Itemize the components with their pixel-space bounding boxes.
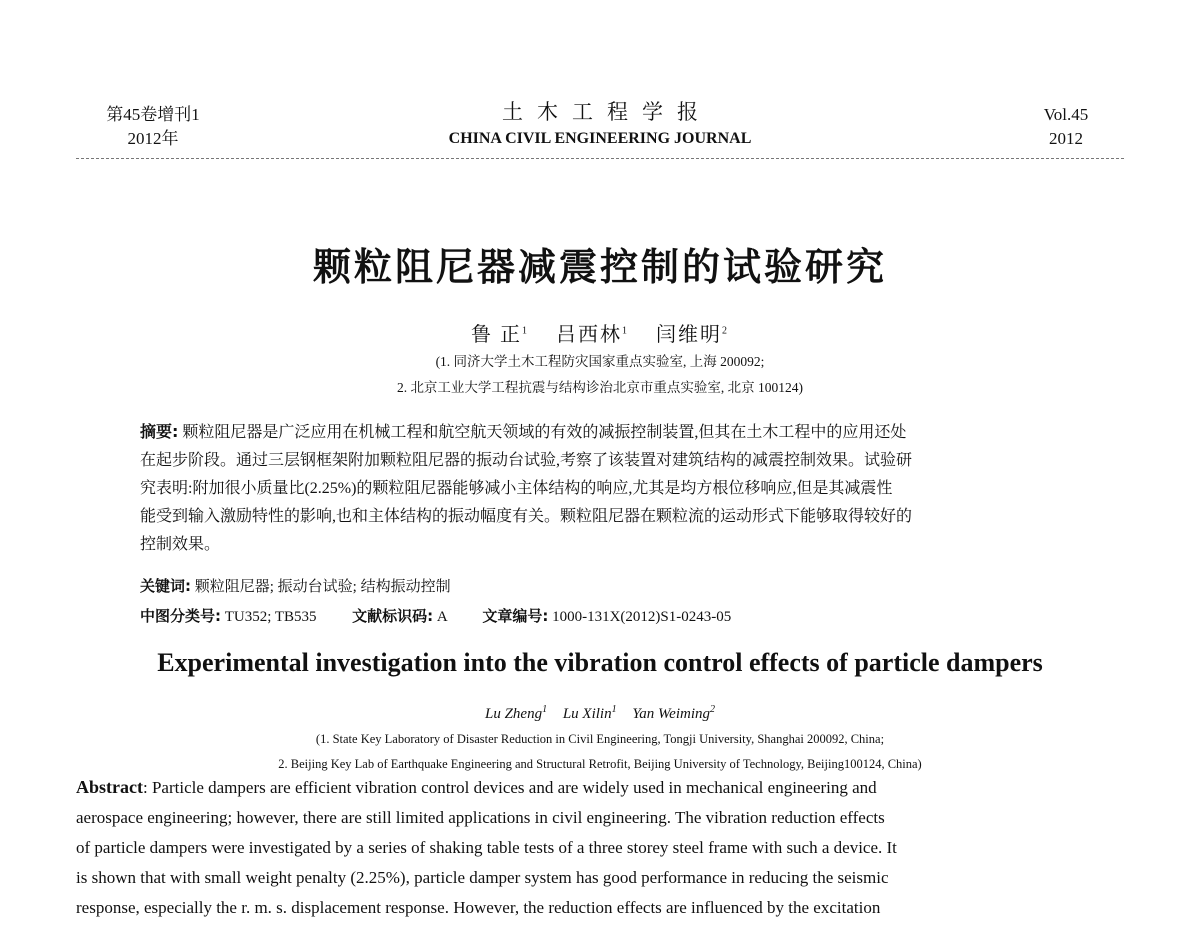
- abstract-en-label: Abstract: [76, 777, 143, 797]
- author-en: Yan Weiming$^2$: [632, 704, 716, 722]
- clc-value: TU352; TB535: [224, 609, 317, 625]
- doc-code-value: A: [436, 609, 447, 625]
- abstract-en-line: of particle dampers were investigated by a series of shaking table tests of a three storey steel frame with such a device. It: [76, 838, 897, 857]
- volume-info-en: [1036, 103, 1096, 151]
- abstract-cn-label: 摘要:: [140, 422, 179, 441]
- article-number-value: 1000-131X(2012)S1-0243-05: [552, 609, 732, 625]
- abstract-cn-line: 在起步阶段。通过三层钢框架附加颗粒阻尼器的振动台试验,考察了该装置对建筑结构的减震控制效果。试验研: [140, 452, 913, 469]
- journal-name-cn: 土木工程学报: [502, 100, 712, 124]
- affiliation-en-2: 2. Beijing Key Lab of Earthquake Engineering and Structural Retrofit, Beijing University of Technology, Beijing100124, China): [278, 757, 922, 771]
- classification-line: [140, 606, 1060, 627]
- author-cn: 吕西林$^1$: [556, 324, 629, 346]
- journal-name-en: CHINA CIVIL ENGINEERING JOURNAL: [448, 130, 752, 147]
- doc-code-label: 文献标识码:: [352, 607, 434, 625]
- author-cn: 鲁 正$^1$: [471, 324, 529, 346]
- header-divider: [76, 158, 1124, 159]
- year-en: 2012: [1049, 129, 1083, 148]
- abstract-cn: [140, 418, 1060, 559]
- abstract-cn-line: 摘要: 颗粒阻尼器是广泛应用在机械工程和航空航天领域的有效的减振控制装置,但其在土木工程中的应用还处: [140, 422, 907, 441]
- abstract-en: [76, 772, 1122, 923]
- affiliation-cn-1: (1. 同济大学土木工程防灾国家重点实验室, 上海 200092;: [435, 354, 765, 369]
- authors-cn: [0, 318, 1200, 347]
- abstract-en-line: response, especially the r. m. s. displacement response. However, the reduction effects are influenced by the excitation: [76, 898, 881, 917]
- paper-title-en: Experimental investigation into the vibration control effects of particle dampers: [157, 648, 1043, 677]
- affiliation-cn-2: 2. 北京工业大学工程抗震与结构诊治北京市重点实验室, 北京 100124): [396, 380, 804, 395]
- abstract-cn-line: 能受到输入激励特性的影响,也和主体结构的振动幅度有关。颗粒阻尼器在颗粒流的运动形式下能够取得较好的: [140, 508, 913, 525]
- keywords-cn: [140, 576, 1060, 597]
- volume-issue: 第45卷增刊1: [106, 105, 200, 124]
- abstract-en-line: is shown that with small weight penalty (2.25%), particle damper system has good performance in reducing the seismic: [76, 868, 889, 887]
- volume-en: Vol.45: [1043, 105, 1089, 124]
- year-cn: 2012年: [127, 129, 179, 148]
- author-en: Lu Zheng$^1$: [484, 704, 548, 722]
- paper-title-cn: 颗粒阻尼器减震控制的试验研究: [312, 245, 887, 289]
- volume-info: [93, 103, 213, 151]
- abstract-cn-line: 控制效果。: [140, 536, 221, 553]
- abstract-en-line: Abstract: Particle dampers are efficient vibration control devices and are widely used in mechanical engineering and: [76, 777, 877, 797]
- article-number-label: 文章编号:: [482, 607, 549, 625]
- keywords-text: 颗粒阻尼器; 振动台试验; 结构振动控制: [194, 579, 451, 595]
- author-cn: 闫维明$^2$: [656, 324, 729, 346]
- author-en: Lu Xilin$^1$: [562, 704, 617, 722]
- authors-en: [0, 704, 1200, 723]
- affiliation-en-1: (1. State Key Laboratory of Disaster Reduction in Civil Engineering, Tongji University, Shanghai 200092, China;: [315, 732, 885, 746]
- abstract-en-line: aerospace engineering; however, there are still limited applications in civil engineering. The vibration reduction effects: [76, 808, 885, 827]
- abstract-cn-line: 究表明:附加很小质量比(2.25%)的颗粒阻尼器能够减小主体结构的响应,尤其是均方根位移响应,但是其减震性: [140, 480, 893, 497]
- keywords-label: 关键词:: [140, 577, 191, 595]
- journal-name: [400, 98, 800, 150]
- clc-label: 中图分类号:: [140, 607, 221, 625]
